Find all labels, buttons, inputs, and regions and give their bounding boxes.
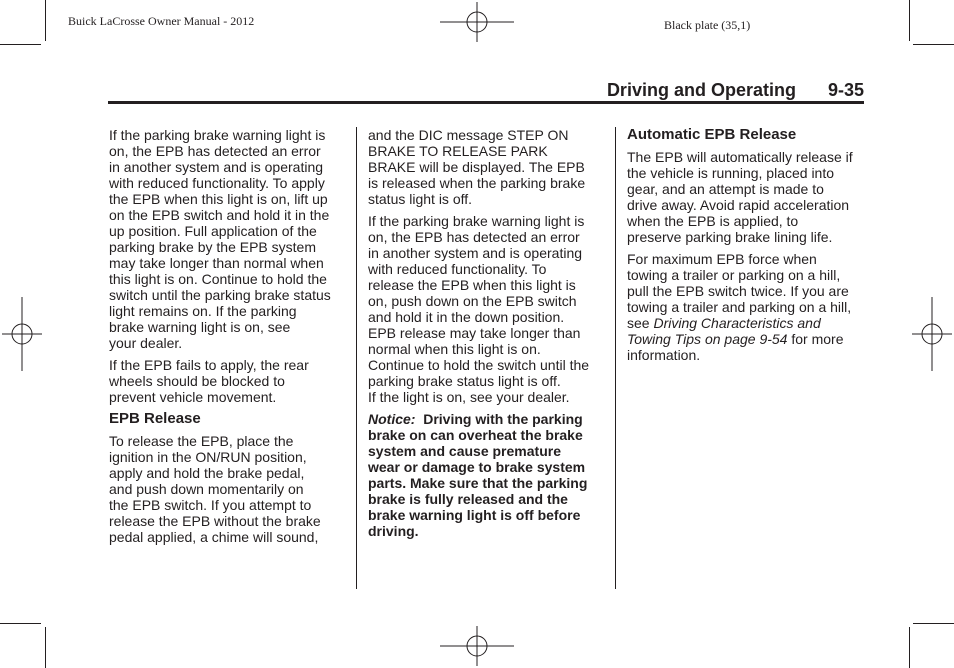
notice [368,411,604,539]
crop-mark [913,623,954,624]
page-number: 9-35 [827,80,864,100]
cross-reference-link[interactable]: Driving Characteristics and Towing Tips on page 9-54 [627,315,821,347]
paragraph: If the parking brake warning light is on, the EPB has detected an error in another system and is operating with reduced functionality. To release the EPB when this light is on, push down on the EPB switch and hold it in the down position. EPB release may take longer than normal when this light is on. Continue to hold the switch until the parking brake status light is off. If the light is on, see your dealer. [368,213,590,405]
column-2 [368,127,604,545]
crop-mark [913,44,954,45]
registration-mark-icon [440,2,514,42]
paragraph: The EPB will automatically release if the vehicle is running, placed into gear, and an attempt is made to drive away. Avoid rapid acceleration when the EPB is applied, to preserve parking brake lining life. [627,149,853,245]
paragraph: If the parking brake warning light is on, the EPB has detected an error in another system and is operating with reduced functionality. To apply the EPB when this light is on, lift up on the EPB switch and hold it in the up position. Full application of the parking brake by the EPB system may take longer than normal when this light is on. Continue to hold the switch until the parking brake status light remains on. If the parking brake warning light is on, see your dealer. [109,127,331,351]
crop-mark [45,0,46,41]
column-3 [627,127,867,369]
section-title: Driving and Operating [606,80,796,100]
paragraph-text: for more information. [627,331,844,363]
column-1 [109,127,345,551]
plate-label: Black plate (35,1) [664,18,751,32]
registration-mark-icon [2,297,42,371]
paragraph: and the DIC message STEP ON BRAKE TO RELEASE PARK BRAKE will be displayed. The EPB is released when the parking brake status light is off. [368,127,586,207]
paragraph: If the EPB fails to apply, the rear wheels should be blocked to prevent vehicle movement. [109,357,309,405]
manual-title: Buick LaCrosse Owner Manual - 2012 [68,14,255,28]
crop-mark [0,44,41,45]
running-header [607,80,864,101]
registration-mark-icon [912,297,952,371]
crop-mark [0,623,41,624]
column-divider [356,127,357,589]
section-heading: Automatic EPB Release [627,126,797,143]
registration-mark-icon [440,626,514,666]
notice-label: Notice: [368,411,416,427]
section-heading: EPB Release [109,410,201,427]
column-divider [615,127,616,589]
header-rule [108,101,864,104]
crop-mark [909,0,910,41]
crop-mark [45,627,46,668]
paragraph [627,251,867,363]
paragraph: To release the EPB, place the ignition in the ON/RUN position, apply and hold the brake pedal, and push down momentarily on the EPB switch. If you attempt to release the EPB without the brake pedal applied, a chime will sound, [109,433,321,545]
paragraph-text: For maximum EPB force when towing a trailer or parking on a hill, pull the EPB switch twice. If you are towing a trailer and parking on a hill, see [627,251,852,331]
crop-mark [909,627,910,668]
notice-text: Driving with the parking brake on can overheat the brake system and cause premature wear or damage to brake system parts. Make sure that the parking brake is fully released and the brake warning light is off before driving. [368,411,588,539]
